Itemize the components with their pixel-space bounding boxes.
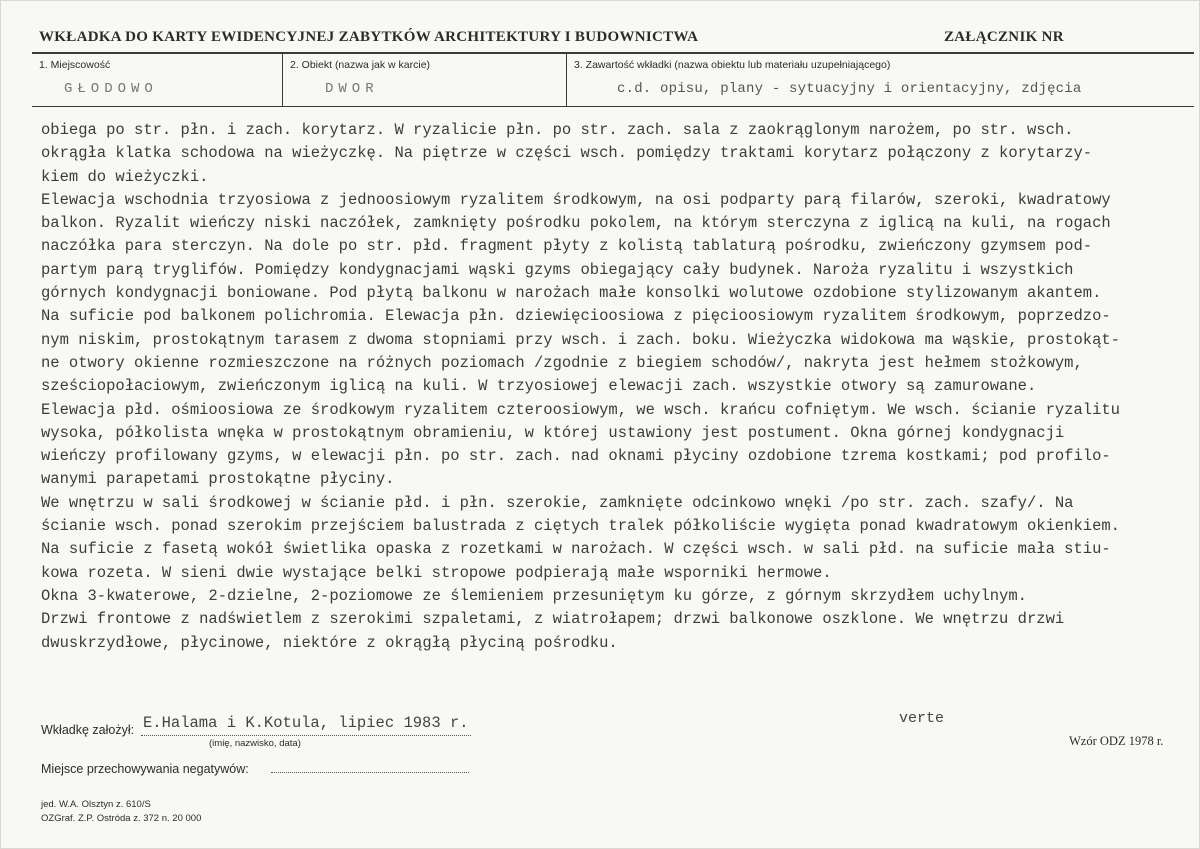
text-line: wieńczy profilowany gzyms, w elewacji płn. po str. zach. nad oknami płyciny ozdobione tzrema kostkami; pod profilo- bbox=[41, 447, 1111, 466]
negatives-storage-line bbox=[271, 772, 469, 773]
text-line: wysoka, półkolista wnęka w prostokątnym obramieniu, w której ustawiony jest postument. Okna górnej kondygnacji bbox=[41, 423, 1065, 442]
author-label: Wkładkę założył: bbox=[41, 723, 135, 737]
text-line: górnych kondygnacji boniowane. Pod płytą balkonu w narożach małe konsolki wolutowe ozdobione stylizowanym akantem. bbox=[41, 284, 1102, 303]
form-model-label: Wzór ODZ 1978 r. bbox=[1069, 734, 1164, 748]
text-line: ne otwory okienne rozmieszczone na różnych poziomach /zgodnie z biegiem schodów/, nakryta jest hełmem stożkowym, bbox=[41, 353, 1083, 372]
header-fields bbox=[32, 52, 1194, 107]
text-line: We wnętrzu w sali środkowej w ścianie płd. i płn. szerokie, zamknięte odcinkowo wnęki /po str. zach. szafy/. Na bbox=[41, 493, 1074, 512]
object-value: DWOR bbox=[325, 81, 379, 97]
content-field bbox=[566, 54, 1194, 106]
text-line: sześciopołaciowym, zwieńczonym iglicą na kuli. W trzyosiowej elewacji zach. wszystkie otwory są zamurowane. bbox=[41, 377, 1037, 396]
description-text bbox=[41, 119, 1199, 655]
text-line: okrągła klatka schodowa na wieżyczkę. Na piętrze w części wsch. pomiędzy traktami korytarz połączony z korytarzy- bbox=[41, 144, 1093, 163]
text-line: kowa rozeta. W sieni dwie wystające belki stropowe podpierają małe wsporniki hermowe. bbox=[41, 563, 832, 582]
print-info-2: OZGraf. Z.P. Ostróda z. 372 n. 20 000 bbox=[41, 813, 202, 824]
text-line: obiega po str. płn. i zach. korytarz. W ryzalicie płn. po str. zach. sala z zaokrąglonym narożem, po str. wsch. bbox=[41, 121, 1074, 139]
author-underline bbox=[141, 735, 471, 736]
object-label: 2. Obiekt (nazwa jak w karcie) bbox=[290, 59, 431, 71]
text-line: partym parą tryglifów. Pomiędzy kondygnacjami wąski gzyms obiegający cały budynek. Naroża ryzalitu i wszystkich bbox=[41, 260, 1074, 279]
author-hint: (imię, nazwisko, data) bbox=[209, 738, 301, 749]
text-line: dwuskrzydłowe, płycinowe, niektóre z okrągłą płyciną pośrodku. bbox=[41, 633, 618, 652]
text-line: Elewacja płd. ośmioosiowa ze środkowym ryzalitem czteroosiowym, we wsch. krańcu cofniętym. We wsch. ścianie ryzalitu bbox=[41, 400, 1120, 419]
locality-value: GŁODOWO bbox=[64, 81, 158, 97]
content-value: c.d. opisu, plany - sytuacyjny i orientacyjny, zdjęcia bbox=[617, 81, 1082, 97]
content-label: 3. Zawartość wkładki (nazwa obiektu lub materiału uzupełniającego) bbox=[574, 59, 891, 71]
text-line: balkon. Ryzalit wieńczy niski naczółek, zamknięty pośrodku pokolem, na którym sterczyna z iglicą na kuli, na rogach bbox=[41, 214, 1111, 233]
object-field bbox=[282, 54, 566, 106]
verte-label: verte bbox=[899, 710, 945, 727]
locality-label: 1. Miejscowość bbox=[39, 59, 111, 71]
negatives-storage-label: Miejsce przechowywania negatywów: bbox=[41, 762, 249, 776]
text-line: ścianie wsch. ponad szerokim przejściem balustrada z ciętych tralek półkoliście wygięta ponad kwadratowym okienkiem. bbox=[41, 517, 1120, 536]
text-line: kiem do wieżyczki. bbox=[41, 167, 209, 186]
text-line: Na suficie z fasetą wokół świetlika opaska z rozetkami w narożach. W części wsch. w sali płd. na suficie mała stiu- bbox=[41, 540, 1111, 559]
text-line: Drzwi frontowe z nadświetlem z szerokimi szpaletami, z wiatrołapem; drzwi balkonowe oszklone. We wnętrzu drzwi bbox=[41, 610, 1065, 629]
text-line: wanymi parapetami prostokątne płyciny. bbox=[41, 470, 395, 489]
text-line: nym niskim, prostokątnym tarasem z dwoma stopniami przy wsch. i zach. boku. Wieżyczka widokowa ma wąskie, prostokąt- bbox=[41, 330, 1120, 349]
text-line: naczółka para sterczyn. Na dole po str. płd. fragment płyty z kolistą tablaturą pośrodku, zwieńczony gzymsem pod- bbox=[41, 237, 1093, 256]
card-title: WKŁADKA DO KARTY EWIDENCYJNEJ ZABYTKÓW ARCHITEKTURY I BUDOWNICTWA bbox=[39, 29, 699, 45]
text-line: Elewacja wschodnia trzyosiowa z jednoosiowym ryzalitem środkowym, na osi podparty parą filarów, szeroki, kwadratowy bbox=[41, 190, 1111, 209]
text-line: Okna 3-kwaterowe, 2-dzielne, 2-poziomowe ze ślemieniem przesuniętym ku górze, z górnym skrzydłem uchylnym. bbox=[41, 586, 1027, 605]
author-value: E.Halama i K.Kotula, lipiec 1983 r. bbox=[143, 714, 469, 732]
locality-field bbox=[32, 54, 282, 106]
text-line: Na suficie pod balkonem polichromia. Elewacja płn. dziewięcioosiowa z pięcioosiowym ryzalitem środkowym, poprzedzo- bbox=[41, 307, 1111, 326]
print-info-1: jed. W.A. Olsztyn z. 610/S bbox=[41, 799, 151, 810]
annex-label: ZAŁĄCZNIK NR bbox=[944, 29, 1064, 45]
